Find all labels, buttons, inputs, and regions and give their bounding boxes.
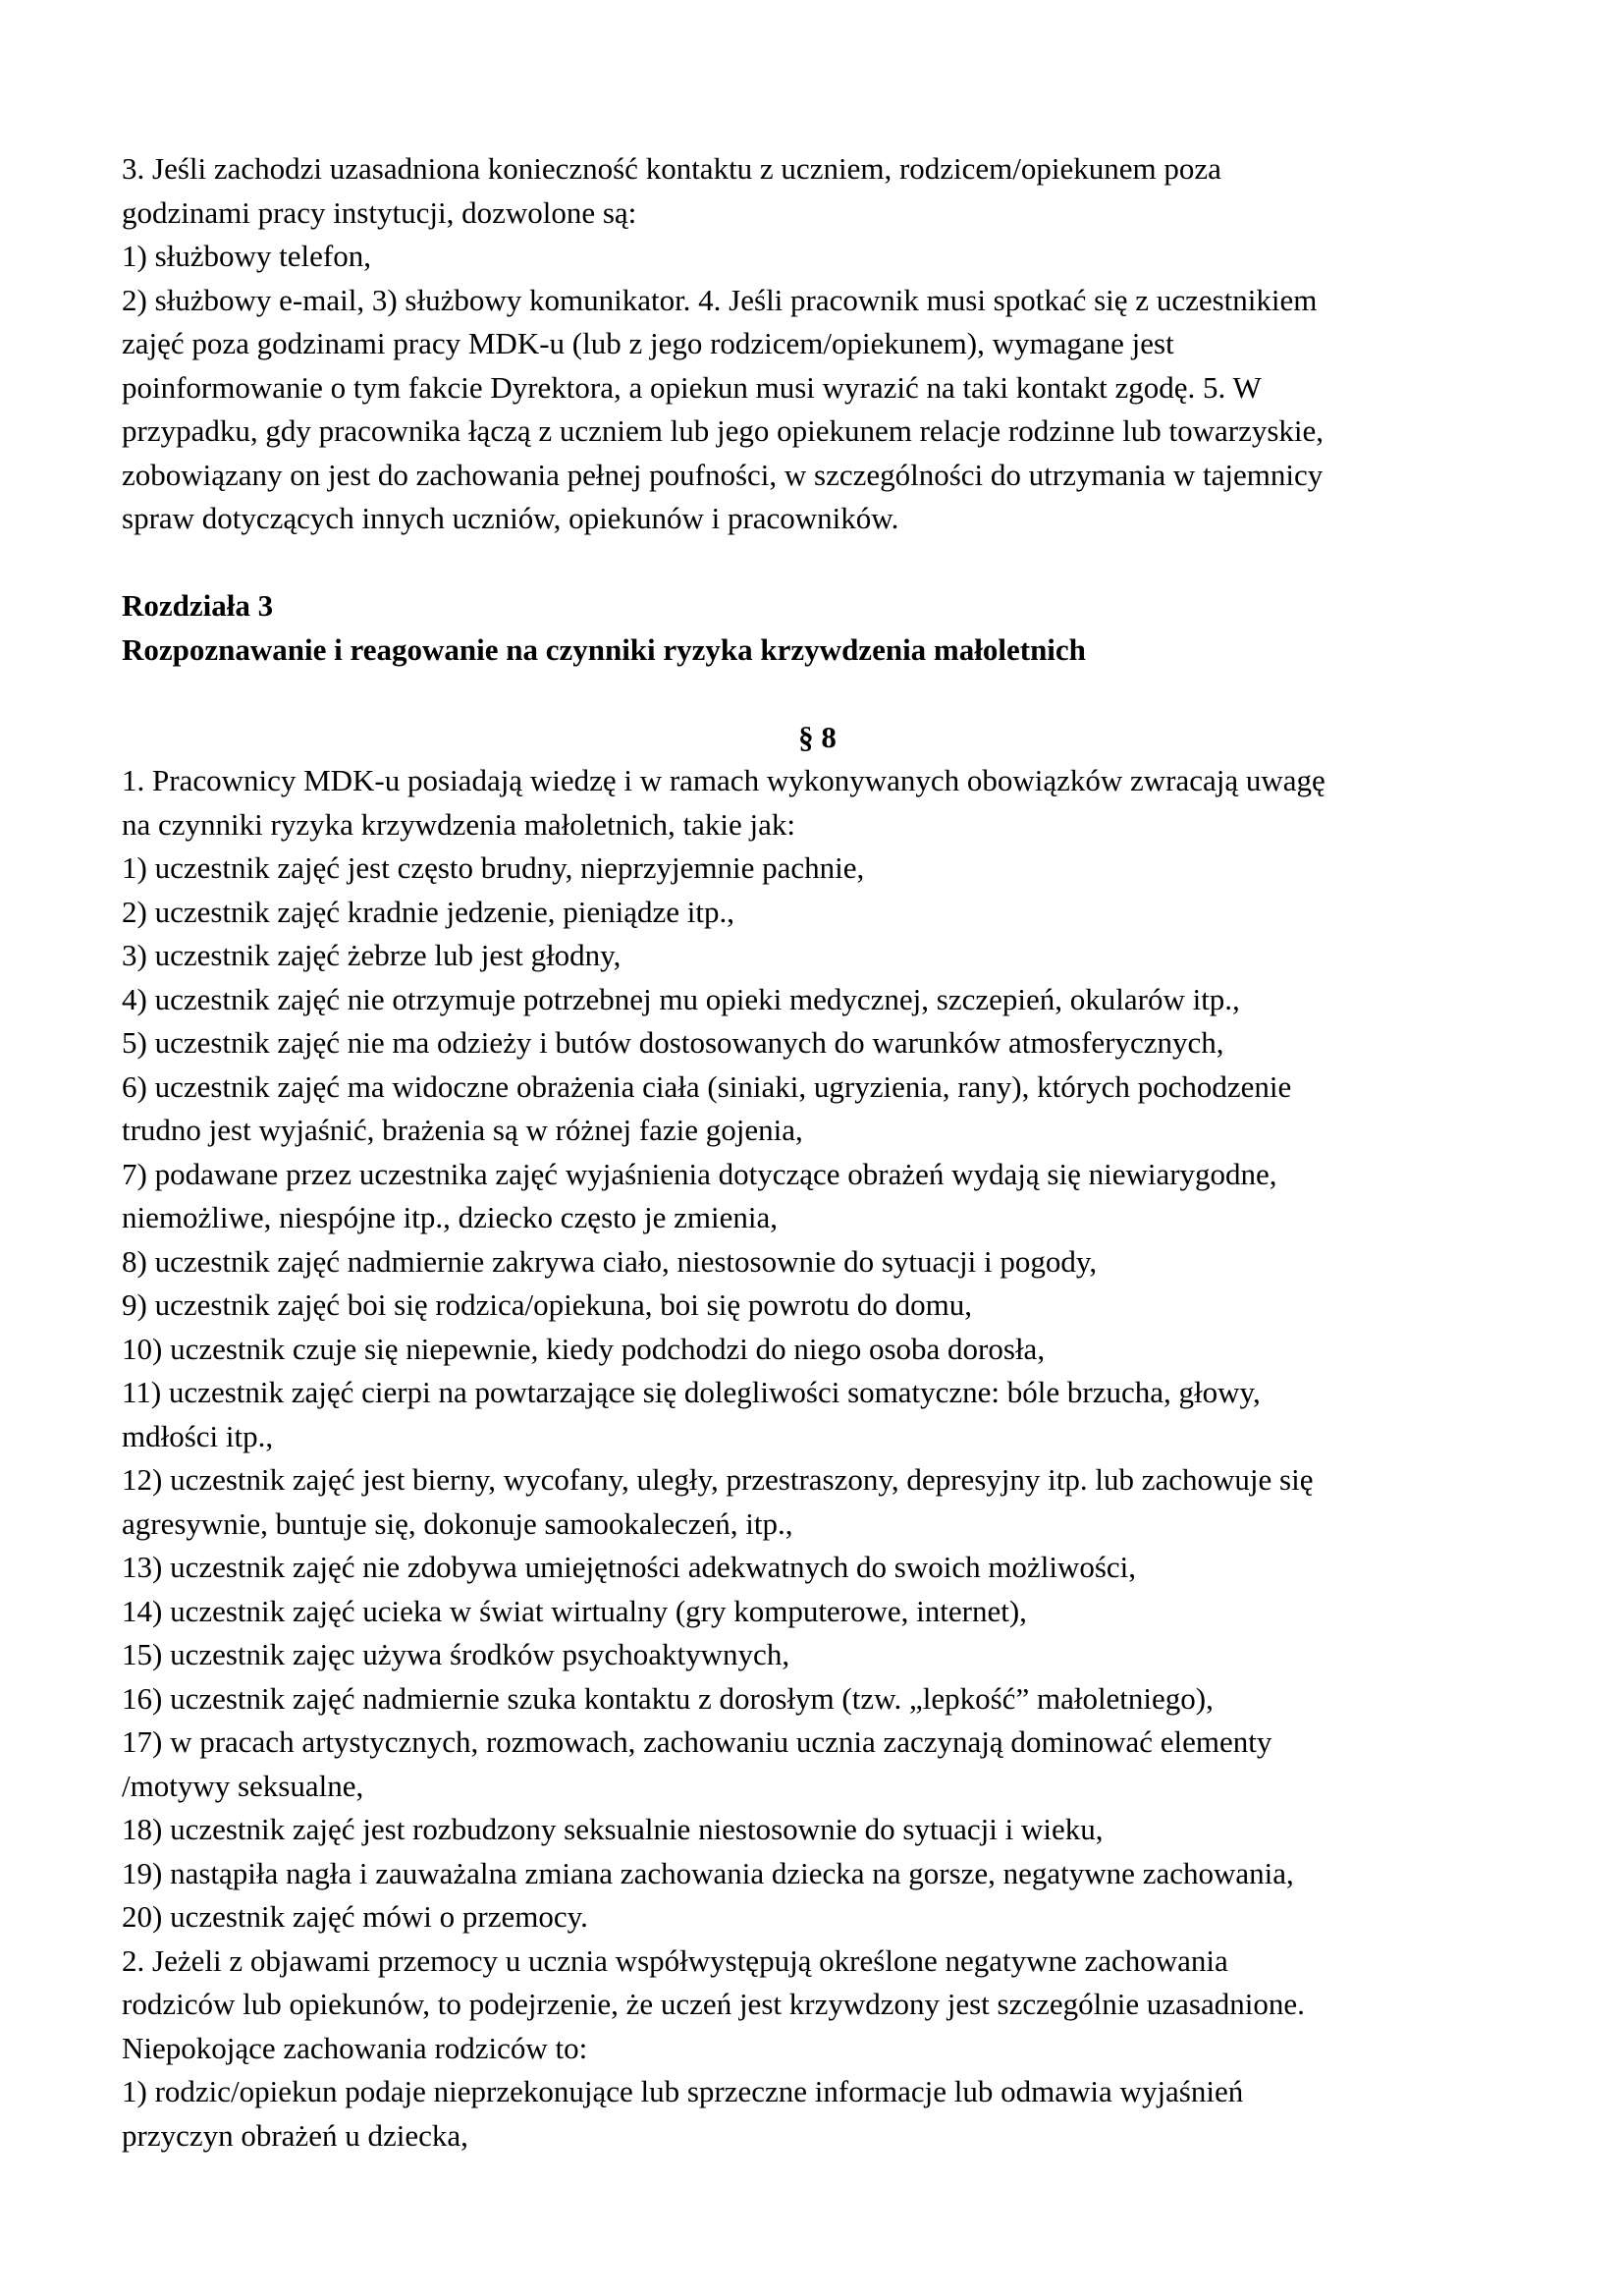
- paragraph-line: poinformowanie o tym fakcie Dyrektora, a opiekun musi wyrazić na taki kontakt zgodę. 5. W: [122, 369, 1262, 405]
- paragraph-line: agresywnie, buntuje się, dokonuje samookaleczeń, itp.,: [122, 1505, 793, 1541]
- paragraph-line: Niepokojące zachowania rodziców to:: [122, 2030, 588, 2065]
- paragraph-line: 1) rodzic/opiekun podaje nieprzekonujące lub sprzeczne informacje lub odmawia wyjaśnień: [122, 2074, 1244, 2108]
- chapter-heading-line: Rozpoznawanie i reagowanie na czynniki ryzyka krzywdzenia małoletnich: [122, 631, 1086, 667]
- paragraph-line: 11) uczestnik zajęć cierpi na powtarzające się dolegliwości somatyczne: bóle brzucha, głowy,: [122, 1375, 1261, 1409]
- paragraph-line: zobowiązany on jest do zachowania pełnej poufności, w szczególności do utrzymania w tajemnicy: [122, 457, 1324, 492]
- paragraph-line: 14) uczestnik zajęć ucieka w świat wirtualny (gry komputerowe, internet),: [122, 1593, 1027, 1628]
- paragraph-line: 16) uczestnik zajęć nadmiernie szuka kontaktu z dorosłym (tzw. „lepkość” małoletniego),: [122, 1680, 1214, 1716]
- paragraph-line: 19) nastąpiła nagła i zauważalna zmiana zachowania dziecka na gorsze, negatywne zachowania,: [122, 1855, 1294, 1890]
- paragraph-line: 1) służbowy telefon,: [122, 239, 371, 273]
- paragraph-line: 3. Jeśli zachodzi uzasadniona konieczność kontaktu z uczniem, rodzicem/opiekunem poza: [122, 151, 1221, 186]
- paragraph-line: 6) uczestnik zajęć ma widoczne obrażenia ciała (siniaki, ugryzienia, rany), których pochodzenie: [122, 1068, 1292, 1104]
- paragraph-line: 20) uczestnik zajęć mówi o przemocy.: [122, 1899, 588, 1934]
- paragraph-line: zajęć poza godzinami pracy MDK-u (lub z jego rodzicem/opiekunem), wymagane jest: [122, 326, 1174, 360]
- paragraph-line: 9) uczestnik zajęć boi się rodzica/opiekuna, boi się powrotu do domu,: [122, 1287, 973, 1322]
- paragraph-line: niemożliwe, niespójne itp., dziecko często je zmienia,: [122, 1200, 778, 1234]
- blank-line: [122, 672, 1513, 716]
- paragraph-line: przypadku, gdy pracownika łączą z uczniem lub jego opiekunem relacje rodzinne lub towarzyskie,: [122, 413, 1325, 448]
- paragraph-line: 2) uczestnik zajęć kradnie jedzenie, pieniądze itp.,: [122, 894, 734, 929]
- document-content: [122, 147, 1513, 2158]
- blank-line: [122, 541, 1513, 585]
- paragraph-line: 2) służbowy e-mail, 3) służbowy komunikator. 4. Jeśli pracownik musi spotkać się z uczestnikiem: [122, 282, 1318, 317]
- paragraph-line: trudno jest wyjaśnić, brażenia są w różnej fazie gojenia,: [122, 1113, 803, 1147]
- paragraph-line: 4) uczestnik zajęć nie otrzymuje potrzebnej mu opieki medycznej, szczepień, okularów itp.,: [122, 981, 1240, 1016]
- paragraph-line: 13) uczestnik zajęć nie zdobywa umiejętności adekwatnych do swoich możliwości,: [122, 1550, 1137, 1584]
- paragraph-line: 5) uczestnik zajęć nie ma odzieży i butów dostosowanych do warunków atmosferycznych,: [122, 1025, 1224, 1060]
- paragraph-line: /motywy seksualne,: [122, 1768, 364, 1803]
- paragraph-line: rodziców lub opiekunów, to podejrzenie, że uczeń jest krzywdzony jest szczególnie uzasadnione.: [122, 1987, 1305, 2021]
- paragraph-line: 3) uczestnik zajęć żebrze lub jest głodny,: [122, 938, 622, 972]
- paragraph-line: mdłości itp.,: [122, 1418, 274, 1453]
- paragraph-line: 15) uczestnik zajęc używa środków psychoaktywnych,: [122, 1637, 790, 1671]
- paragraph-line: 2. Jeżeli z objawami przemocy u ucznia współwystępują określone negatywne zachowania: [122, 1942, 1228, 1978]
- paragraph-line: na czynniki ryzyka krzywdzenia małoletnich, takie jak:: [122, 806, 796, 842]
- paragraph-line: godzinami pracy instytucji, dozwolone są:: [122, 194, 637, 230]
- paragraph-line: 18) uczestnik zajęć jest rozbudzony seksualnie niestosownie do sytuacji i wieku,: [122, 1812, 1104, 1846]
- paragraph-line: spraw dotyczących innych uczniów, opiekunów i pracowników.: [122, 501, 899, 535]
- paragraph-line: przyczyn obrażeń u dziecka,: [122, 2117, 468, 2153]
- paragraph-line: 1. Pracownicy MDK-u posiadają wiedzę i w ramach wykonywanych obowiązków zwracają uwagę: [122, 763, 1325, 797]
- paragraph-line: 17) w pracach artystycznych, rozmowach, zachowaniu ucznia zaczynają dominować elementy: [122, 1724, 1272, 1759]
- chapter-heading-line: Rozdziała 3: [122, 588, 274, 623]
- paragraph-line: 8) uczestnik zajęć nadmiernie zakrywa ciało, niestosownie do sytuacji i pogody,: [122, 1243, 1098, 1279]
- paragraph-line: 1) uczestnik zajęć jest często brudny, nieprzyjemnie pachnie,: [122, 850, 865, 885]
- section-mark: § 8: [798, 719, 837, 754]
- paragraph-line: 12) uczestnik zajęć jest bierny, wycofany, uległy, przestraszony, depresyjny itp. lub zachowuje się: [122, 1462, 1314, 1497]
- paragraph-line: 7) podawane przez uczestnika zajęć wyjaśnienia dotyczące obrażeń wydają się niewiarygodne,: [122, 1156, 1277, 1191]
- paragraph-line: 10) uczestnik czuje się niepewnie, kiedy podchodzi do niego osoba dorosła,: [122, 1331, 1046, 1366]
